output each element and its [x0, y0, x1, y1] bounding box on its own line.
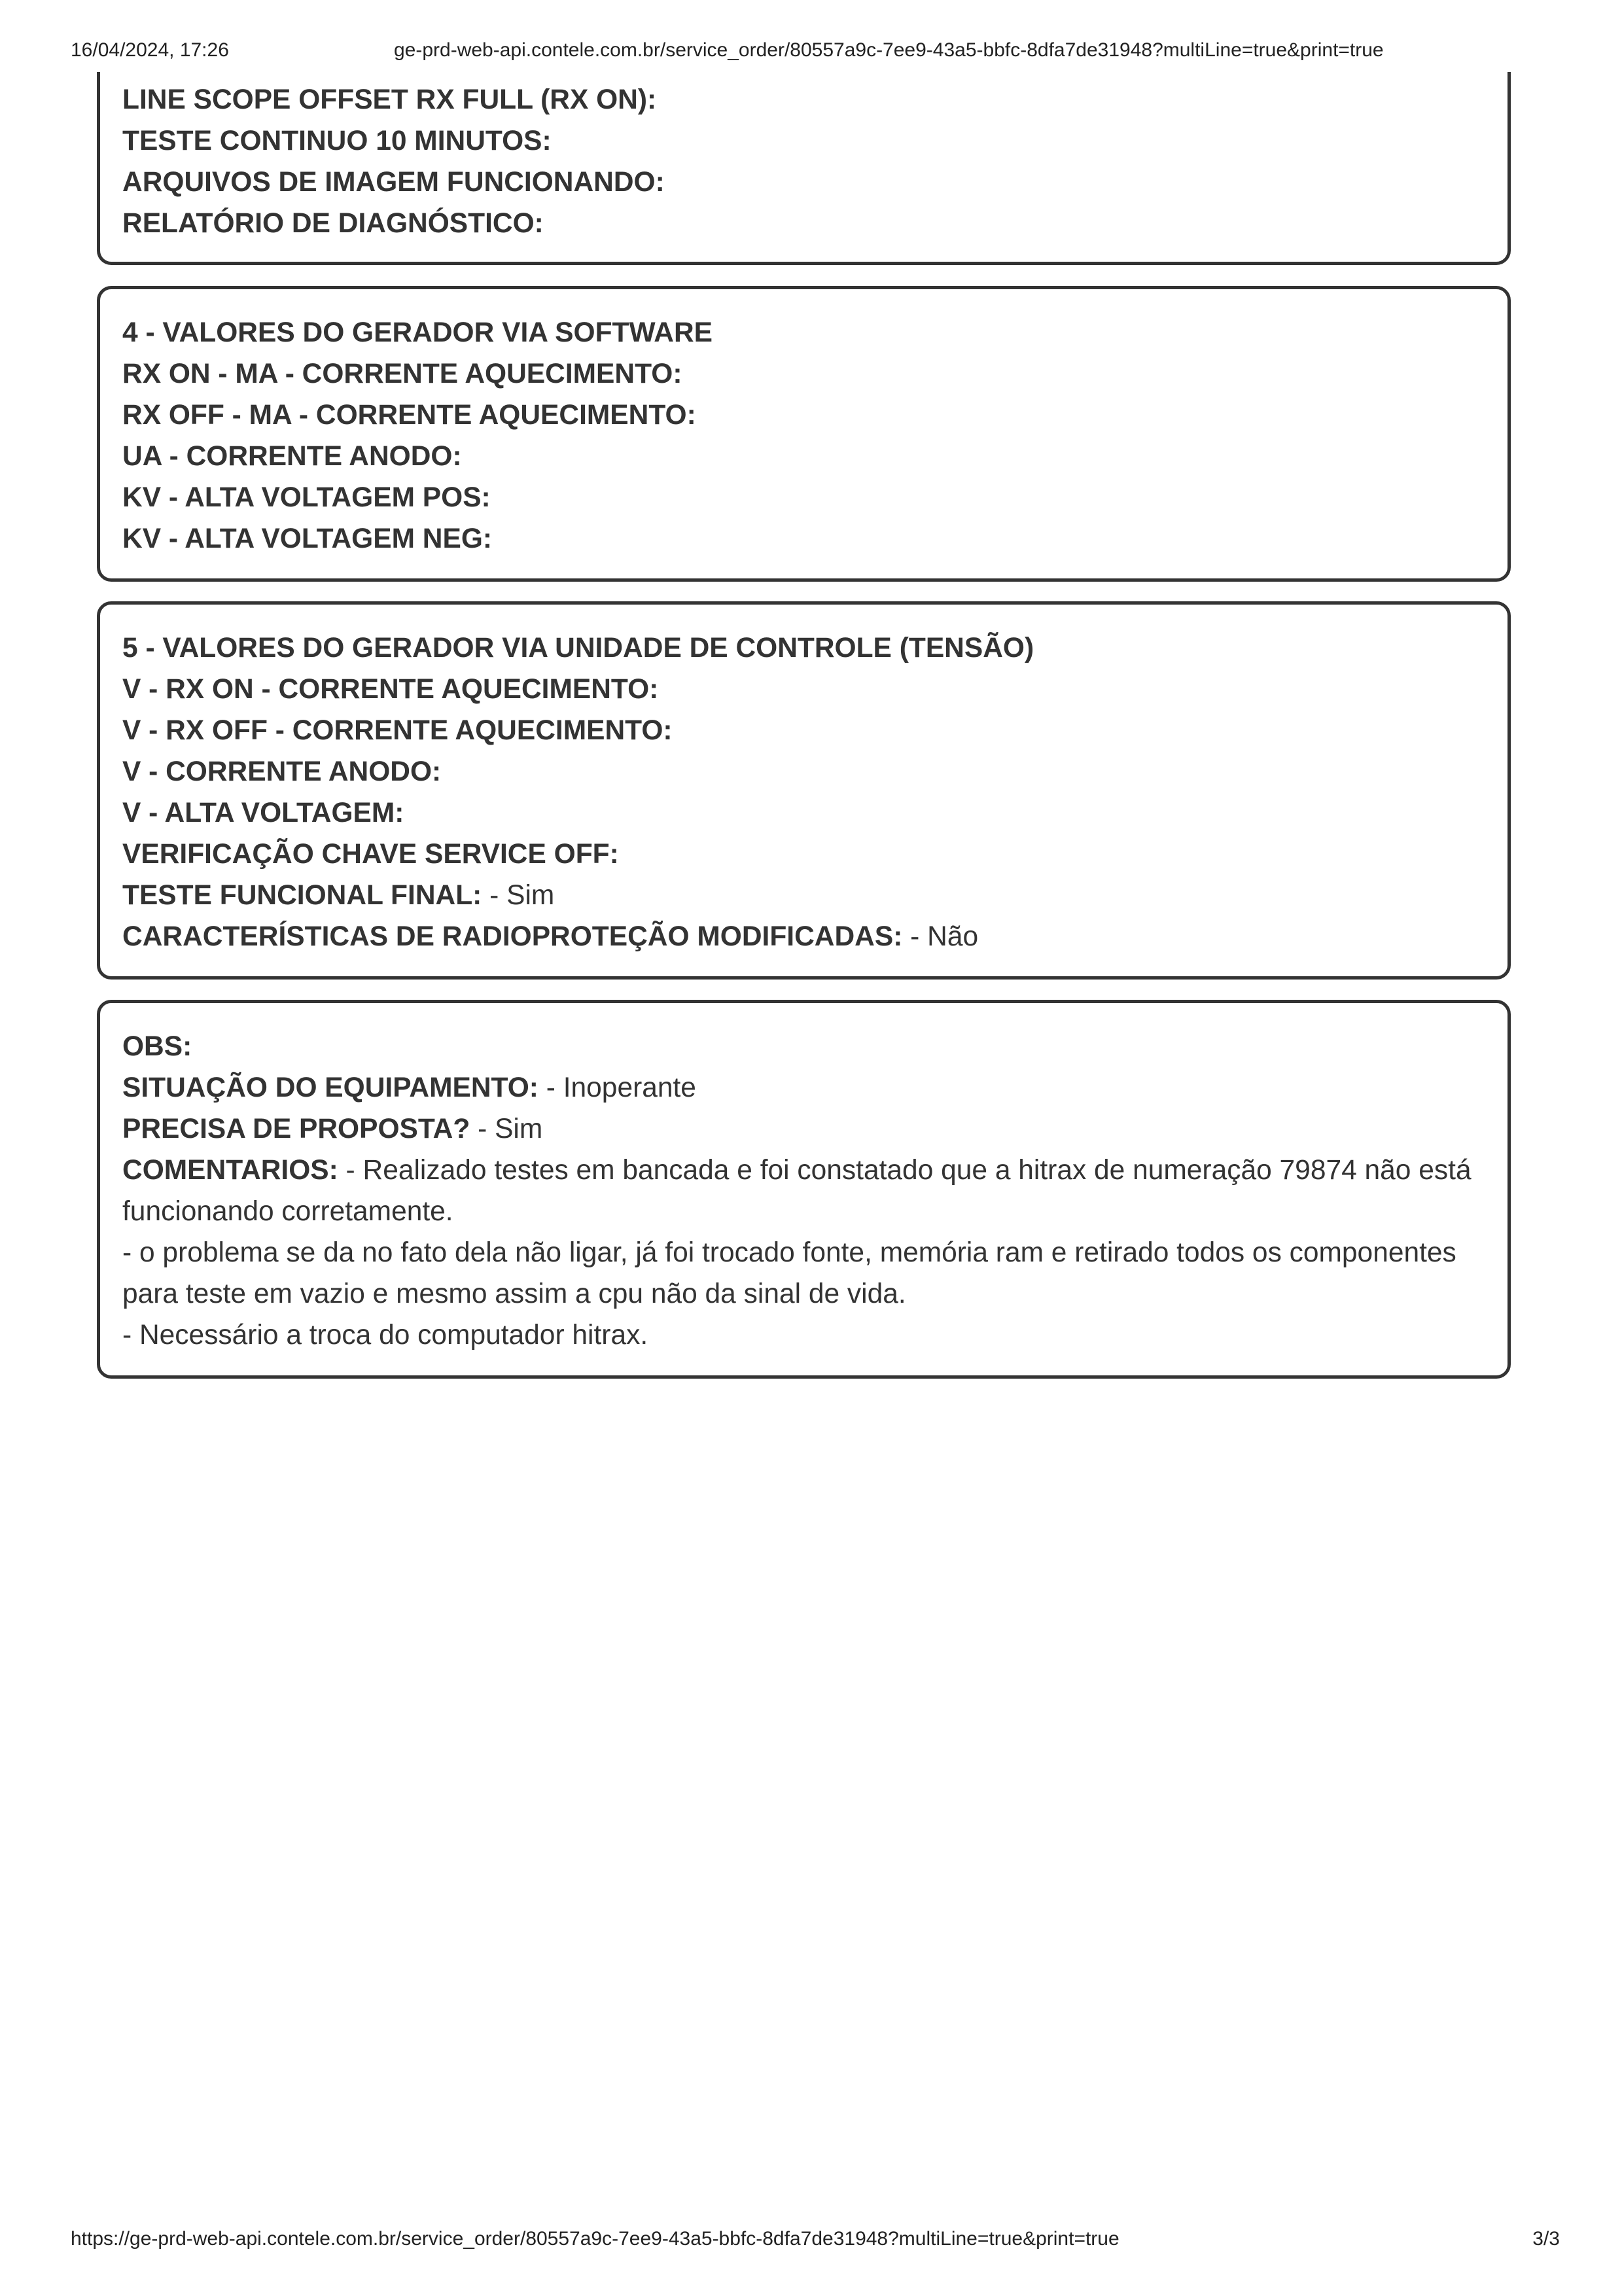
section-5-heading: 5 - VALORES DO GERADOR VIA UNIDADE DE CONTROLE (TENSÃO)	[122, 633, 1034, 663]
field-value: - Realizado testes em bancada e foi constatado que a hitrax de numeração 79874 não está funcionando corretamente.	[122, 1155, 1472, 1227]
field-kv-alta-voltagem-pos: KV - ALTA VOLTAGEM POS:	[122, 482, 491, 513]
comentario-line: - o problema se da no fato dela não ligar, já foi trocado fonte, memória ram e retirado todos os componentes para teste em vazio e mesmo assim a cpu não da sinal de vida.	[122, 1237, 1456, 1309]
field-rx-on-ma: RX ON - MA - CORRENTE AQUECIMENTO:	[122, 359, 682, 389]
section-4-box	[97, 286, 1511, 582]
field-precisa-proposta	[122, 1108, 1485, 1150]
field-comentarios	[122, 1150, 1485, 1232]
field-teste-funcional-final	[122, 875, 1485, 916]
field-value: - Inoperante	[538, 1072, 696, 1103]
field-value: - Sim	[482, 880, 555, 911]
field-ua-corrente-anodo: UA - CORRENTE ANODO:	[122, 441, 462, 472]
field-label: COMENTARIOS:	[122, 1155, 338, 1186]
section-obs-box	[97, 1000, 1511, 1379]
field-value: - Sim	[470, 1114, 543, 1144]
field-value: - Não	[902, 921, 979, 952]
obs-label: OBS:	[122, 1031, 192, 1062]
field-v-alta-voltagem: V - ALTA VOLTAGEM:	[122, 798, 404, 828]
field-verificacao-chave: VERIFICAÇÃO CHAVE SERVICE OFF:	[122, 839, 619, 870]
field-situacao-equipamento	[122, 1067, 1485, 1108]
field-v-rx-off: V - RX OFF - CORRENTE AQUECIMENTO:	[122, 715, 673, 746]
field-arquivos-imagem: ARQUIVOS DE IMAGEM FUNCIONANDO:	[122, 167, 665, 198]
print-footer	[0, 2228, 1622, 2254]
print-page-number: 3/3	[1532, 2228, 1560, 2250]
section-continued-box	[97, 72, 1511, 265]
print-datetime: 16/04/2024, 17:26	[71, 39, 229, 61]
field-caracteristicas-radioprotecao	[122, 916, 1485, 957]
field-rx-off-ma: RX OFF - MA - CORRENTE AQUECIMENTO:	[122, 400, 696, 431]
section-4-heading: 4 - VALORES DO GERADOR VIA SOFTWARE	[122, 317, 713, 348]
field-kv-alta-voltagem-neg: KV - ALTA VOLTAGEM NEG:	[122, 523, 493, 554]
print-header	[0, 39, 1622, 65]
print-page-title: ge-prd-web-api.contele.com.br/service_order/80557a9c-7ee9-43a5-bbfc-8dfa7de31948?multiLine=true&print=true	[394, 39, 1384, 61]
field-label: CARACTERÍSTICAS DE RADIOPROTEÇÃO MODIFICADAS:	[122, 921, 903, 952]
field-relatorio-diagnostico: RELATÓRIO DE DIAGNÓSTICO:	[122, 208, 544, 239]
field-line-scope-offset: LINE SCOPE OFFSET RX FULL (RX ON):	[122, 84, 657, 115]
field-v-rx-on: V - RX ON - CORRENTE AQUECIMENTO:	[122, 674, 659, 705]
field-label: PRECISA DE PROPOSTA?	[122, 1114, 470, 1144]
field-v-corrente-anodo: V - CORRENTE ANODO:	[122, 756, 442, 787]
section-5-box	[97, 601, 1511, 980]
field-label: SITUAÇÃO DO EQUIPAMENTO:	[122, 1072, 538, 1103]
field-teste-continuo: TESTE CONTINUO 10 MINUTOS:	[122, 126, 552, 156]
field-label: TESTE FUNCIONAL FINAL:	[122, 880, 482, 911]
print-url: https://ge-prd-web-api.contele.com.br/service_order/80557a9c-7ee9-43a5-bbfc-8dfa7de31948?multiLine=true&print=true	[71, 2228, 1120, 2250]
comentario-line: - Necessário a troca do computador hitrax.	[122, 1320, 648, 1351]
